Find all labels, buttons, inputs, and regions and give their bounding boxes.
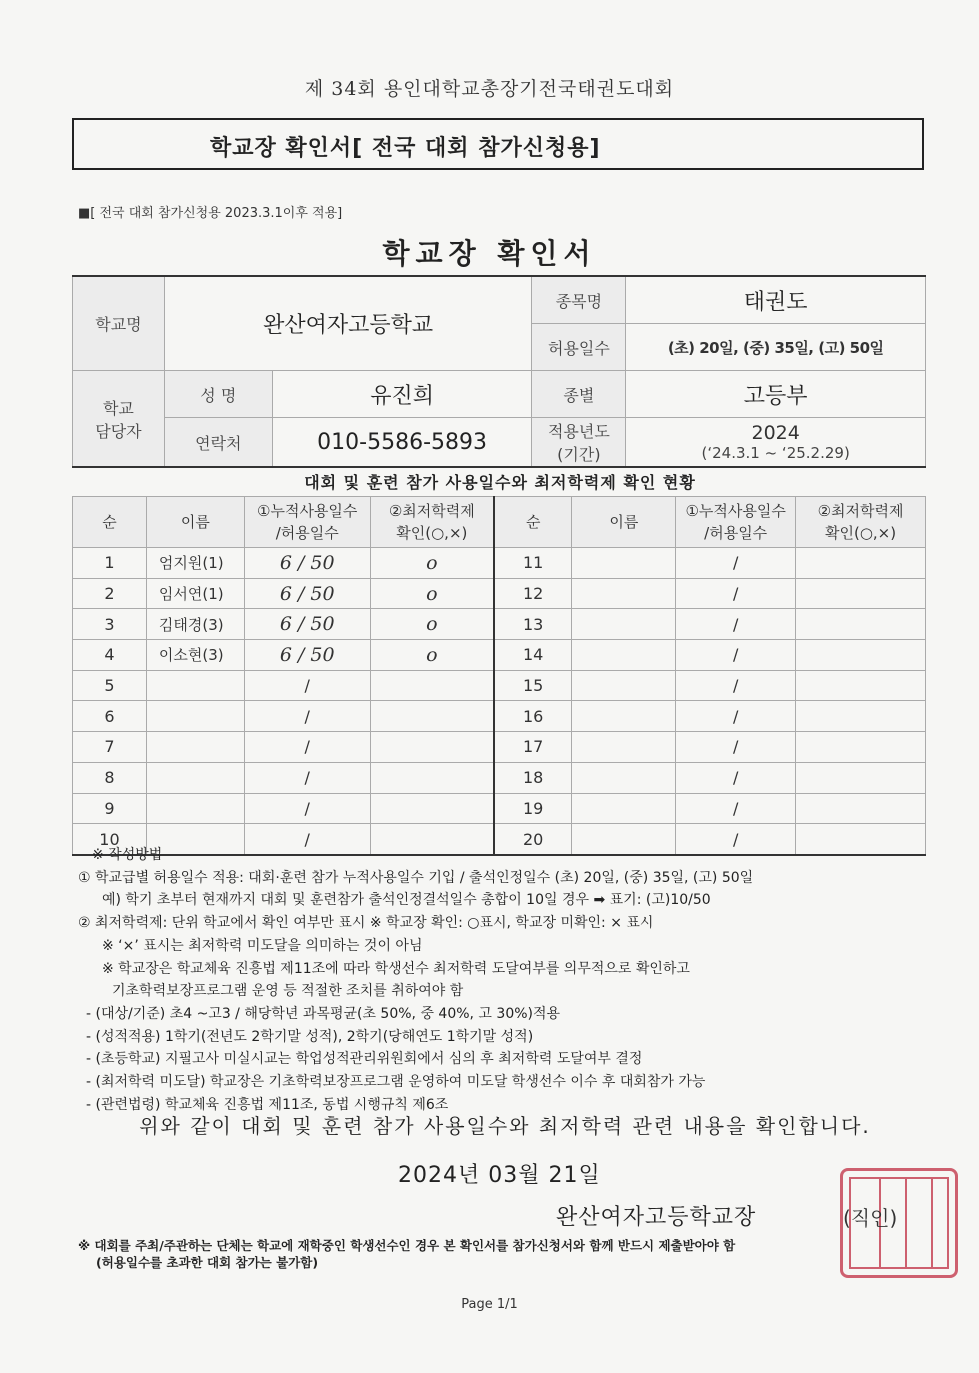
row-days: 6 / 50 xyxy=(244,640,370,671)
page-number: Page 1/1 xyxy=(461,1297,518,1312)
row-seq-right: 15 xyxy=(494,670,572,701)
row-days-right: / xyxy=(676,824,796,855)
header-days-right-line1: ①누적사용일수 xyxy=(685,502,786,520)
row-seq: 7 xyxy=(73,732,147,763)
row-acad: o xyxy=(370,640,494,671)
principal-name: 완산여자고등학교장 xyxy=(556,1205,757,1230)
header-acad xyxy=(370,497,494,548)
footnote xyxy=(78,1237,918,1271)
row-acad xyxy=(370,762,494,793)
manager-name-label: 성 명 xyxy=(164,371,272,418)
header-box xyxy=(72,118,924,170)
row-name: 이소현(3) xyxy=(146,640,244,671)
row-name-right xyxy=(572,548,676,579)
year-label-line1: 적용년도 xyxy=(547,422,610,441)
row-seq-right: 18 xyxy=(494,762,572,793)
sport-label: 종목명 xyxy=(532,276,626,324)
header-seq: 순 xyxy=(73,497,147,548)
instruction-line-9: - (초등학교) 지필고사 미실시교는 학업성적관리위원회에서 심의 후 최저학력 도달여부 결정 xyxy=(86,1051,643,1068)
row-name xyxy=(146,670,244,701)
year-value-cell xyxy=(626,418,926,468)
row-days: / xyxy=(244,793,370,824)
row-name xyxy=(146,732,244,763)
allowed-days-value: (초) 20일, (중) 35일, (고) 50일 xyxy=(626,324,926,371)
header-name-right: 이름 xyxy=(572,497,676,548)
row-days-right: / xyxy=(676,762,796,793)
row-acad: o xyxy=(370,578,494,609)
period-value: (‘24.3.1 ~ ‘25.2.29) xyxy=(701,444,850,462)
instruction-line-5: ※ 학교장은 학교체육 진흥법 제11조에 따라 학생선수 최저학력 도달여부를 의무적으로 확인하고 xyxy=(102,960,690,977)
header-acad-line2: 확인(○,×) xyxy=(396,524,468,542)
division-value: 고등부 xyxy=(626,371,926,418)
instruction-line-2: 예) 학기 초부터 현재까지 대회 및 훈련참가 출석인정결석일수 총합이 10일 경우 ➡ 표기: (고)10/50 xyxy=(102,892,711,909)
row-seq: 5 xyxy=(73,670,147,701)
table-row xyxy=(73,609,926,640)
row-name xyxy=(146,762,244,793)
row-name: 임서연(1) xyxy=(146,578,244,609)
row-seq: 4 xyxy=(73,640,147,671)
row-seq-right: 17 xyxy=(494,732,572,763)
table-row xyxy=(73,670,926,701)
row-name xyxy=(146,701,244,732)
row-seq: 1 xyxy=(73,548,147,579)
seal-stroke xyxy=(931,1179,933,1267)
row-seq: 3 xyxy=(73,609,147,640)
row-seq-right: 19 xyxy=(494,793,572,824)
row-acad-right xyxy=(796,732,926,763)
row-days: / xyxy=(244,701,370,732)
manager-name-value: 유진희 xyxy=(272,371,532,418)
row-days-right: / xyxy=(676,793,796,824)
row-seq: 9 xyxy=(73,793,147,824)
row-acad-right xyxy=(796,701,926,732)
issue-date: 2024년 03월 21일 xyxy=(398,1163,601,1188)
row-seq-right: 13 xyxy=(494,609,572,640)
header-name: 이름 xyxy=(146,497,244,548)
sport-value: 태권도 xyxy=(626,276,926,324)
header-acad-right xyxy=(796,497,926,548)
row-name: 엄지원(1) xyxy=(146,548,244,579)
instruction-line-7: - (대상/기준) 초4 ~고3 / 해당학년 과목평균(초 50%, 중 40%, 고 30%)적용 xyxy=(86,1005,561,1022)
allowed-days-label: 허용일수 xyxy=(532,324,626,371)
contact-value: 010-5586-5893 xyxy=(272,418,532,468)
table-row xyxy=(73,578,926,609)
row-name: 김태경(3) xyxy=(146,609,244,640)
instructions-heading: ※ 작성방법 xyxy=(92,847,163,863)
event-title: 제 34회 용인대학교총장기전국태권도대회 xyxy=(304,78,675,100)
row-acad: o xyxy=(370,548,494,579)
row-acad-right xyxy=(796,578,926,609)
year-label xyxy=(532,418,626,468)
header-acad-line1: ②최저학력제 xyxy=(388,502,475,520)
row-acad: o xyxy=(370,609,494,640)
contact-label: 연락처 xyxy=(164,418,272,468)
header-box-title: 학교장 확인서[ 전국 대회 참가신청용] xyxy=(210,136,601,161)
row-days-right: / xyxy=(676,578,796,609)
instruction-line-8: - (성적적용) 1학기(전년도 2학기말 성적), 2학기(당해연도 1학기말 성적) xyxy=(86,1028,534,1045)
table-row xyxy=(73,762,926,793)
row-name-right xyxy=(572,793,676,824)
row-days: 6 / 50 xyxy=(244,578,370,609)
row-name-right xyxy=(572,732,676,763)
row-acad xyxy=(370,701,494,732)
manager-label xyxy=(73,371,165,468)
athlete-roster-table xyxy=(72,496,926,856)
header-acad-right-line1: ②최저학력제 xyxy=(817,502,904,520)
row-acad xyxy=(370,793,494,824)
row-acad-right xyxy=(796,609,926,640)
row-days: / xyxy=(244,732,370,763)
footnote-line-1: ※ 대회를 주최/주관하는 단체는 학교에 재학중인 학생선수인 경우 본 확인서를 참가신청서와 함께 반드시 제출받아야 함 xyxy=(78,1238,736,1253)
header-days xyxy=(244,497,370,548)
row-days-right: / xyxy=(676,701,796,732)
row-days: / xyxy=(244,762,370,793)
instruction-line-11: - (관련법령) 학교체육 진흥법 제11조, 동법 시행규칙 제6조 xyxy=(86,1096,449,1113)
row-days-right: / xyxy=(676,609,796,640)
row-name-right xyxy=(572,762,676,793)
row-name-right xyxy=(572,701,676,732)
row-days: 6 / 50 xyxy=(244,548,370,579)
row-seq: 6 xyxy=(73,701,147,732)
row-acad xyxy=(370,732,494,763)
table-row xyxy=(73,793,926,824)
manager-label-line2: 담당자 xyxy=(95,421,142,441)
header-seq-right: 순 xyxy=(494,497,572,548)
instruction-line-6: 기초학력보장프로그램 운영 등 적절한 조치를 취하여야 함 xyxy=(112,983,464,1000)
instructions xyxy=(78,844,918,1116)
year-value: 2024 xyxy=(751,422,800,444)
division-label: 종별 xyxy=(532,371,626,418)
row-acad xyxy=(370,670,494,701)
header-days-line2: /허용일수 xyxy=(275,524,339,542)
row-days: / xyxy=(244,670,370,701)
table-row xyxy=(73,548,926,579)
form-tag: ■[ 전국 대회 참가신청용 2023.3.1이후 적용] xyxy=(78,206,343,221)
row-seq: 10 xyxy=(73,824,147,855)
roster-title: 대회 및 훈련 참가 사용일수와 최저학력제 확인 현황 xyxy=(304,473,696,492)
row-acad-right xyxy=(796,762,926,793)
row-seq-right: 11 xyxy=(494,548,572,579)
seal-label: (직인) xyxy=(843,1206,898,1230)
row-acad-right xyxy=(796,670,926,701)
row-seq-right: 14 xyxy=(494,640,572,671)
row-days: 6 / 50 xyxy=(244,609,370,640)
header-acad-right-line2: 확인(○,×) xyxy=(824,524,897,542)
table-row xyxy=(73,701,926,732)
instruction-line-4: ※ ‘×’ 표시는 최저학력 미도달을 의미하는 것이 아님 xyxy=(102,937,423,954)
row-acad-right xyxy=(796,548,926,579)
row-name-right xyxy=(572,609,676,640)
row-seq: 8 xyxy=(73,762,147,793)
row-seq: 2 xyxy=(73,578,147,609)
school-name-value: 완산여자고등학교 xyxy=(164,276,532,371)
table-row xyxy=(73,640,926,671)
row-days: / xyxy=(244,824,370,855)
row-acad-right xyxy=(796,793,926,824)
confirm-statement: 위와 같이 대회 및 훈련 참가 사용일수와 최저학력 관련 내용을 확인합니다. xyxy=(139,1114,871,1138)
header-days-right xyxy=(676,497,796,548)
row-acad-right xyxy=(796,640,926,671)
row-days-right: / xyxy=(676,548,796,579)
header-days-line1: ①누적사용일수 xyxy=(257,502,358,520)
row-days-right: / xyxy=(676,670,796,701)
year-label-line2: (기간) xyxy=(557,445,601,464)
row-name-right xyxy=(572,578,676,609)
table-row xyxy=(73,732,926,763)
manager-label-line1: 학교 xyxy=(102,398,134,418)
footnote-line-2: (허용일수를 초과한 대회 참가는 불가함) xyxy=(96,1255,319,1270)
row-days-right: / xyxy=(676,640,796,671)
row-seq-right: 20 xyxy=(494,824,572,855)
row-name xyxy=(146,793,244,824)
header-days-right-line2: /허용일수 xyxy=(704,524,768,542)
document-title: 학교장 확인서 xyxy=(382,237,597,270)
instruction-line-3: ② 최저학력제: 단위 학교에서 확인 여부만 표시 ※ 학교장 확인: ○표시, 학교장 미확인: × 표시 xyxy=(78,915,654,932)
row-seq-right: 16 xyxy=(494,701,572,732)
school-info-table xyxy=(72,275,926,468)
school-name-label: 학교명 xyxy=(73,276,165,371)
instruction-line-1: ① 학교급별 허용일수 적용: 대회·훈련 참가 누적사용일수 기입 / 출석인정일수 (초) 20일, (중) 35일, (고) 50일 xyxy=(78,869,754,886)
instruction-line-10: - (최저학력 미도달) 학교장은 기초학력보장프로그램 운영하여 미도달 학생선수 이수 후 대회참가 가능 xyxy=(86,1074,706,1091)
row-seq-right: 12 xyxy=(494,578,572,609)
row-name-right xyxy=(572,670,676,701)
row-name-right xyxy=(572,640,676,671)
row-days-right: / xyxy=(676,732,796,763)
